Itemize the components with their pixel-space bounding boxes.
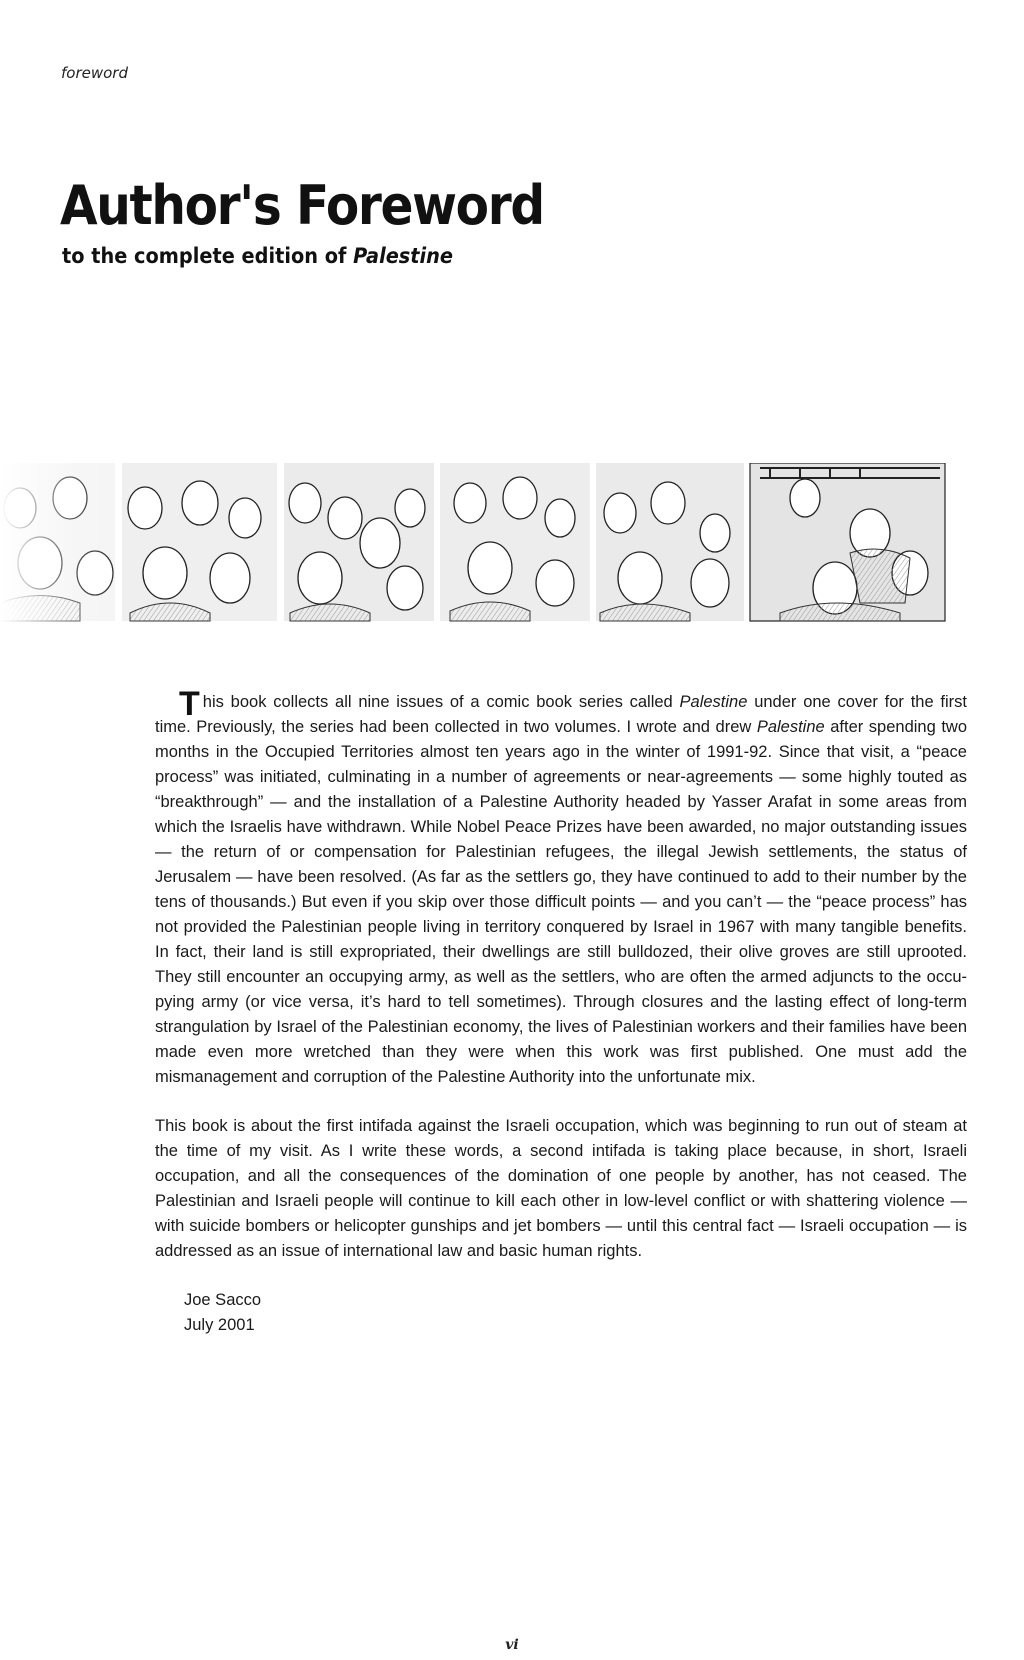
page-number: vi [505,1637,519,1653]
comic-strip-illustration [0,463,950,623]
p1-book-title: Palestine [679,693,748,711]
running-head: foreword [61,64,128,82]
author-signature: Joe Sacco [184,1291,262,1309]
page-title: Author's Foreword [60,174,544,237]
paragraph-1 [155,685,967,1090]
subtitle-book-title: Palestine [353,244,454,268]
foreword-body [155,685,967,1338]
paragraph-2: This book is about the first intifada against the Israeli occupation, which was beginning to run out of steam at the time of my visit. As I write these words, a second intifada is taking place because, in short, Israeli occupation, and all the consequences of the domination of one people by another, has not ceased. The Palestinian and Israeli people will continue to kill each other in low-level conflict or with shattering violence — with suicide bombers or helicopter gunships and jet bombers — until this central fact — Israeli occupation — is addressed as an issue of international law and basic human rights. [155,1117,967,1260]
signoff-date: July 2001 [184,1316,255,1334]
drop-cap: T [179,685,200,723]
signoff [184,1288,967,1338]
page-subtitle [62,243,453,269]
p1-segment: his book collects all nine issues of a comic book series called [202,693,680,711]
p1-segment: under one cover for the first time. Previously, the series had been collected in two volumes. I wrote and drew [155,693,967,736]
p1-book-title: Palestine [756,718,825,736]
p1-segment: after spending two months in the Occupied Territories almost ten years ago in the winter of 1991-92. Since that visit, a “peace process” was initiated, culminating in a number of agreements or near-agreements — some highly touted as “breakthrough” — and the installation of a Palestine Authority headed by Yasser Arafat in some areas from which the Israelis have withdrawn. While Nobel Peace Prizes have been awarded, no major outstanding issues — the return of or compensation for Palestinian refugees, the illegal Jewish settlements, the status of Jerusalem — have been resolved. (As far as the settlers go, they have continued to add to their number by the tens of thousands.) But even if you skip over those difficult points — and you can’t — the “peace process” has not provided the Palestinian people living in territory conquered by Israel in 1967 with many tangible benefits. In fact, their land is still expropriated, their dwellings are still bulldozed, their olive groves are still uprooted. They still encounter an occupying army, as well as the settlers, who are often the armed adjuncts to the occupying army (or vice versa, it’s hard to tell sometimes). Through closures and the lasting effect of long-term strangulation by Israel of the Palestinian economy, the lives of Palestinian workers and their families have been made even more wretched than they were when this work was first published. One must add the mismanagement and corruption of the Palestine Authority into the unfortunate mix. [155,718,967,1086]
subtitle-prefix: to the complete edition of [62,244,354,268]
